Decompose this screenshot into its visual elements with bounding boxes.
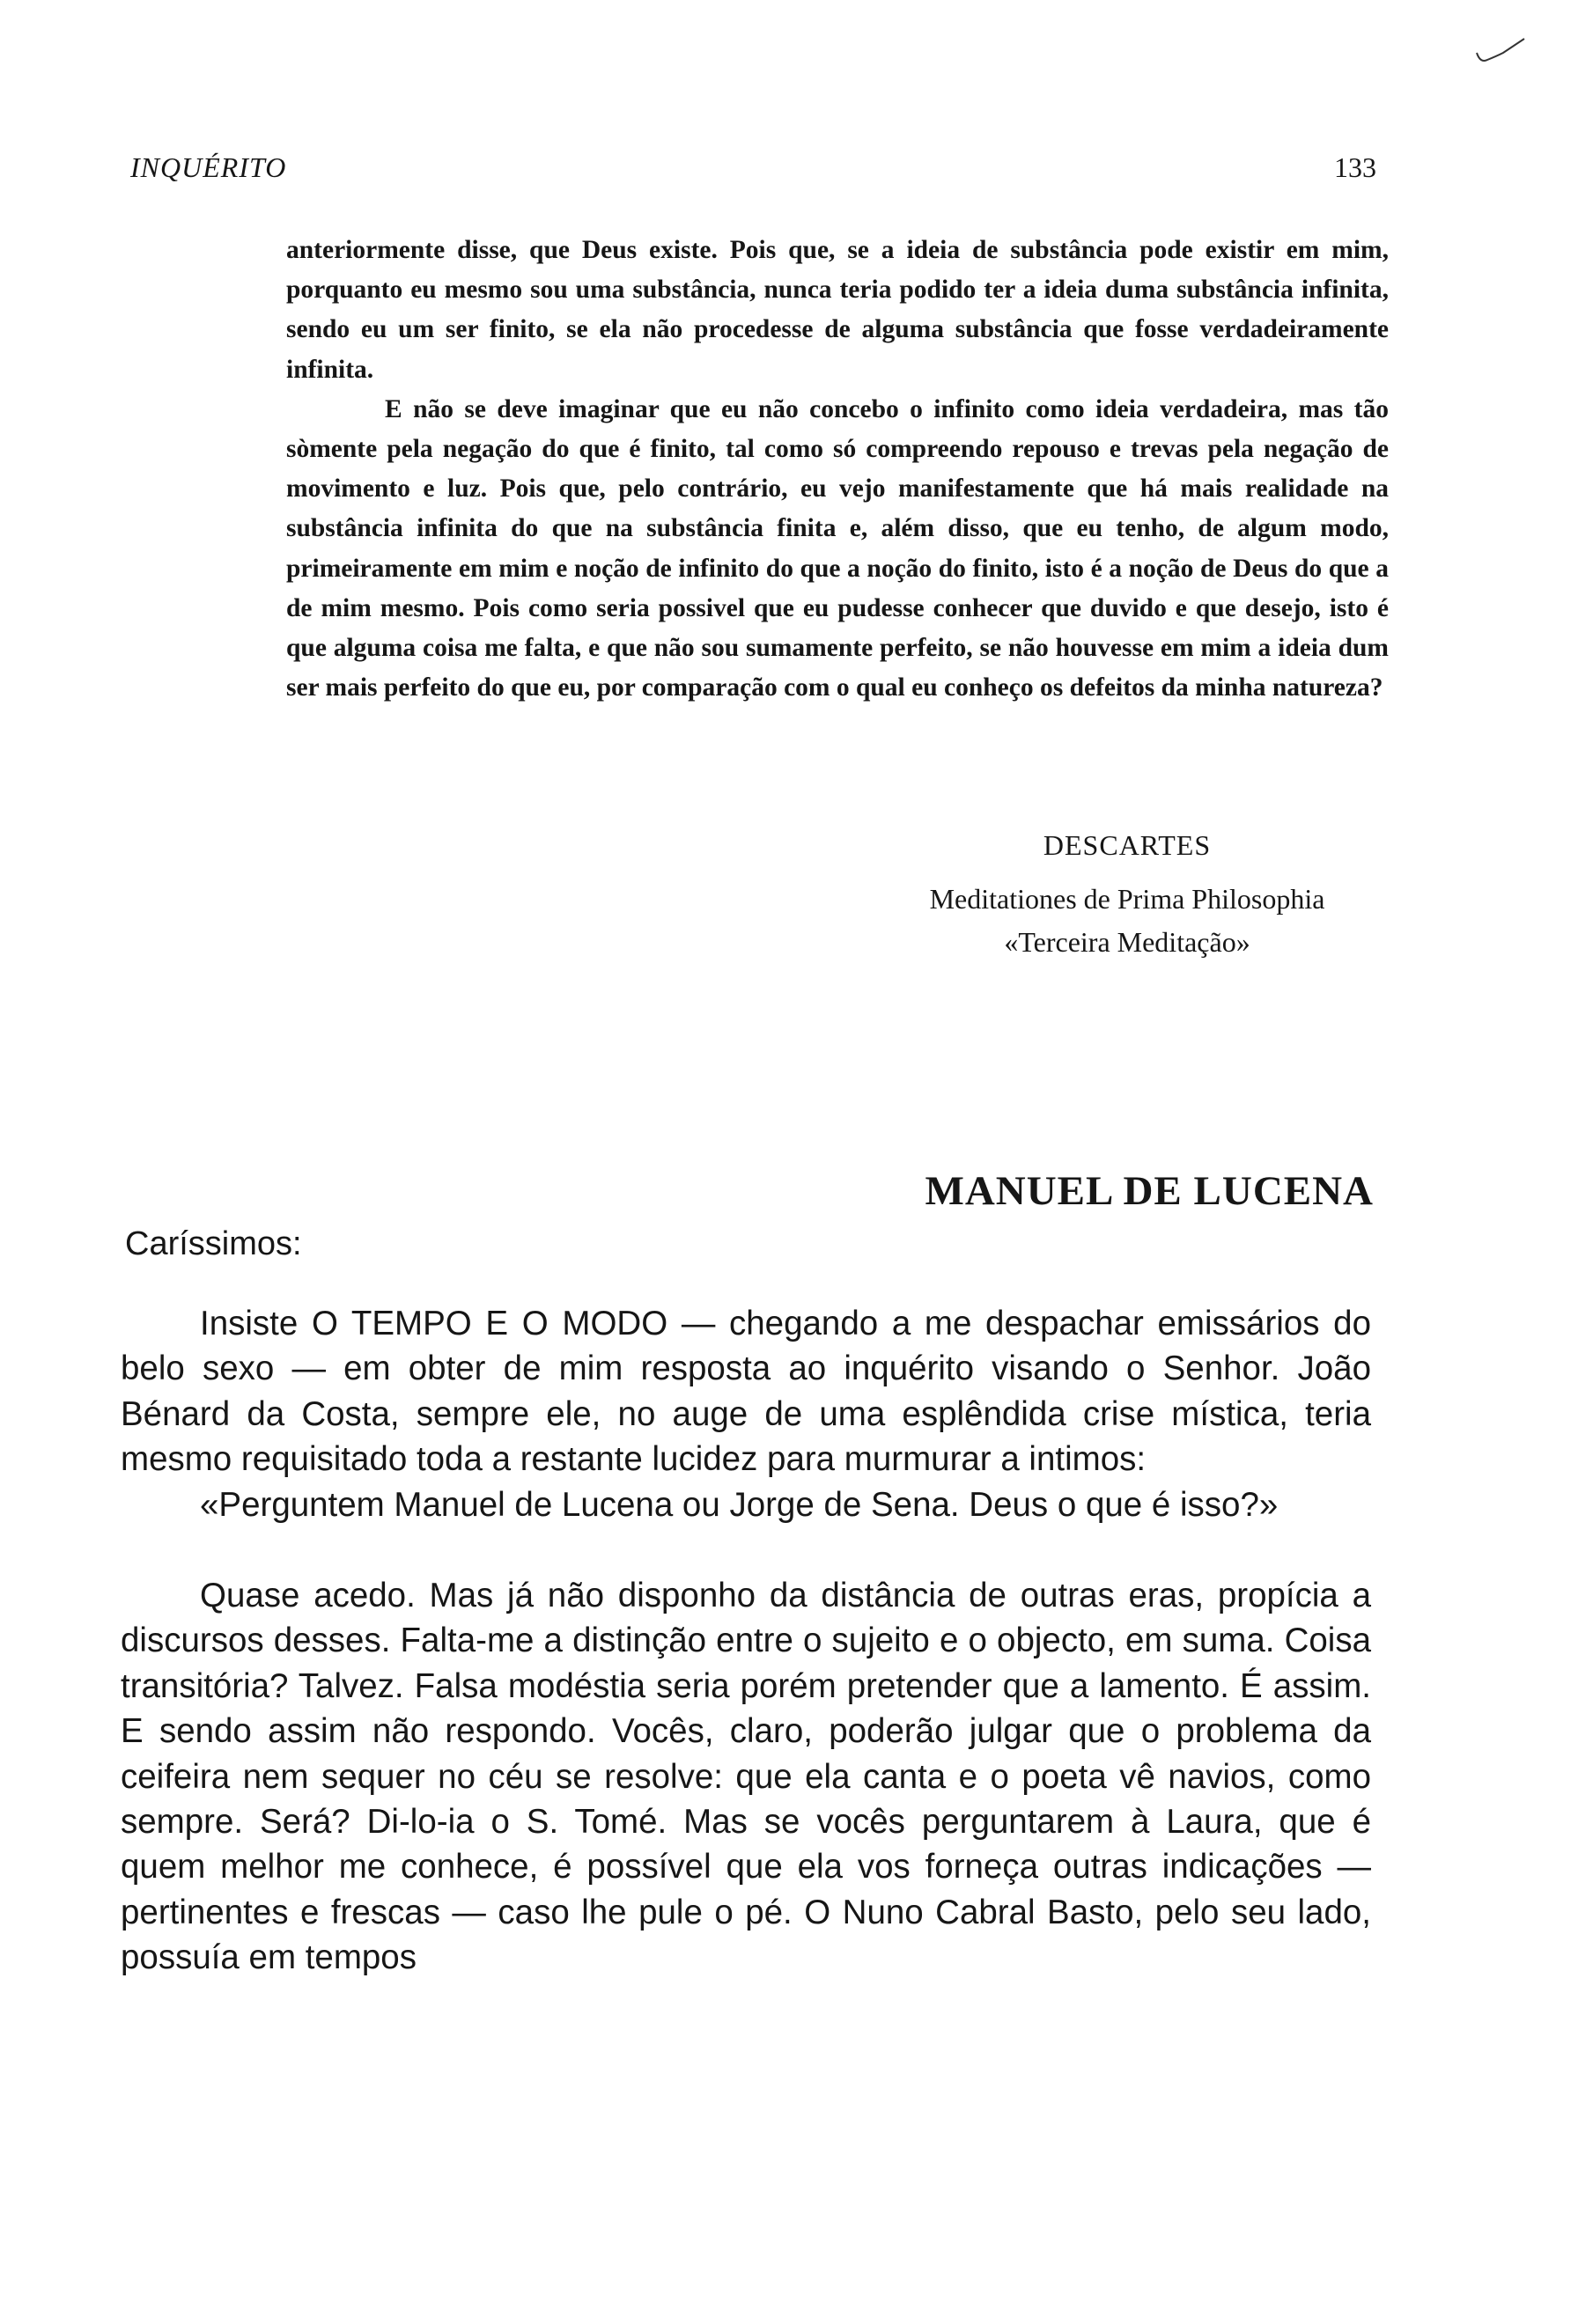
letter-paragraph: Quase acedo. Mas já não disponho da distância de outras eras, propícia a discursos desses. Falta-me a distinção entre o sujeito e o objecto, em suma. Coisa transitória? Talvez. Falsa modéstia seria porém pretender que a lamento. É assim. E sendo assim não respondo. Vocês, claro, poderão julgar que o problema da ceifeira nem sequer no céu se resolve: que ela canta e o poeta vê navios, como sempre. Será? Di-lo-ia o S. Tomé. Mas se vocês perguntarem à Laura, que é quem melhor me conhece, é possível que ela vos forneça outras indicações — pertinentes e frescas — caso lhe pule o pé. O Nuno Cabral Basto, pelo seu lado, possuía em tempos [121,1577,1371,1977]
attribution-author: DESCARTES [1043,829,1212,861]
running-head: INQUÉRITO [130,151,287,183]
letter-paragraph: «Perguntem Manuel de Lucena ou Jorge de Sena. Deus o que é isso?» [200,1485,1279,1524]
attribution-work: Meditationes de Prima Philosophia [929,883,1325,915]
pen-mark-icon [1475,33,1537,69]
quote-block [286,231,1389,708]
salutation: Caríssimos: [125,1225,302,1262]
letter-paragraph: Insiste O TEMPO E O MODO — chegando a me despachar emissários do belo sexo — em obter de mim resposta ao inquérito visando o Senhor. João Bénard da Costa, sempre ele, no auge de uma esplêndida crise mística, teria mesmo requisitado toda a restante lucidez para murmurar a intimos: [121,1305,1371,1479]
contributor-name: MANUEL DE LUCENA [925,1168,1374,1214]
quote-paragraph: E não se deve imaginar que eu não concebo o infinito como ideia verdadeira, mas tão sòmente pela negação do que é finito, tal como só compreendo repouso e trevas pela negação de movimento e luz. Pois que, pelo contrário, eu vejo manifestamente que há mais realidade na substância infinita do que na substância finita e, além disso, que eu tenho, de algum modo, primeiramente em mim e noção de infinito do que a noção do finito, isto é a noção de Deus do que a de mim mesmo. Pois como seria possivel que eu pudesse conhecer que duvido e que desejo, isto é que alguma coisa me falta, e que não sou sumamente perfeito, se não houvesse em mim a ideia dum ser mais perfeito do que eu, por comparação com o qual eu conheço os defeitos da minha natureza? [286,394,1389,702]
quote-attribution [845,826,1409,963]
page-header [130,151,1376,195]
page-number: 133 [1334,151,1376,183]
quote-paragraph: anteriormente disse, que Deus existe. Pois que, se a ideia de substância pode existir em mim, porquanto eu mesmo sou uma substância, nunca teria podido ter a ideia duma substância infinita, sendo eu um ser finito, se ela não procedesse de alguma substância que fosse verdadeiramente infinita. [286,236,1389,384]
attribution-section: «Terceira Meditação» [1004,926,1250,958]
letter-body [121,1301,1371,1981]
